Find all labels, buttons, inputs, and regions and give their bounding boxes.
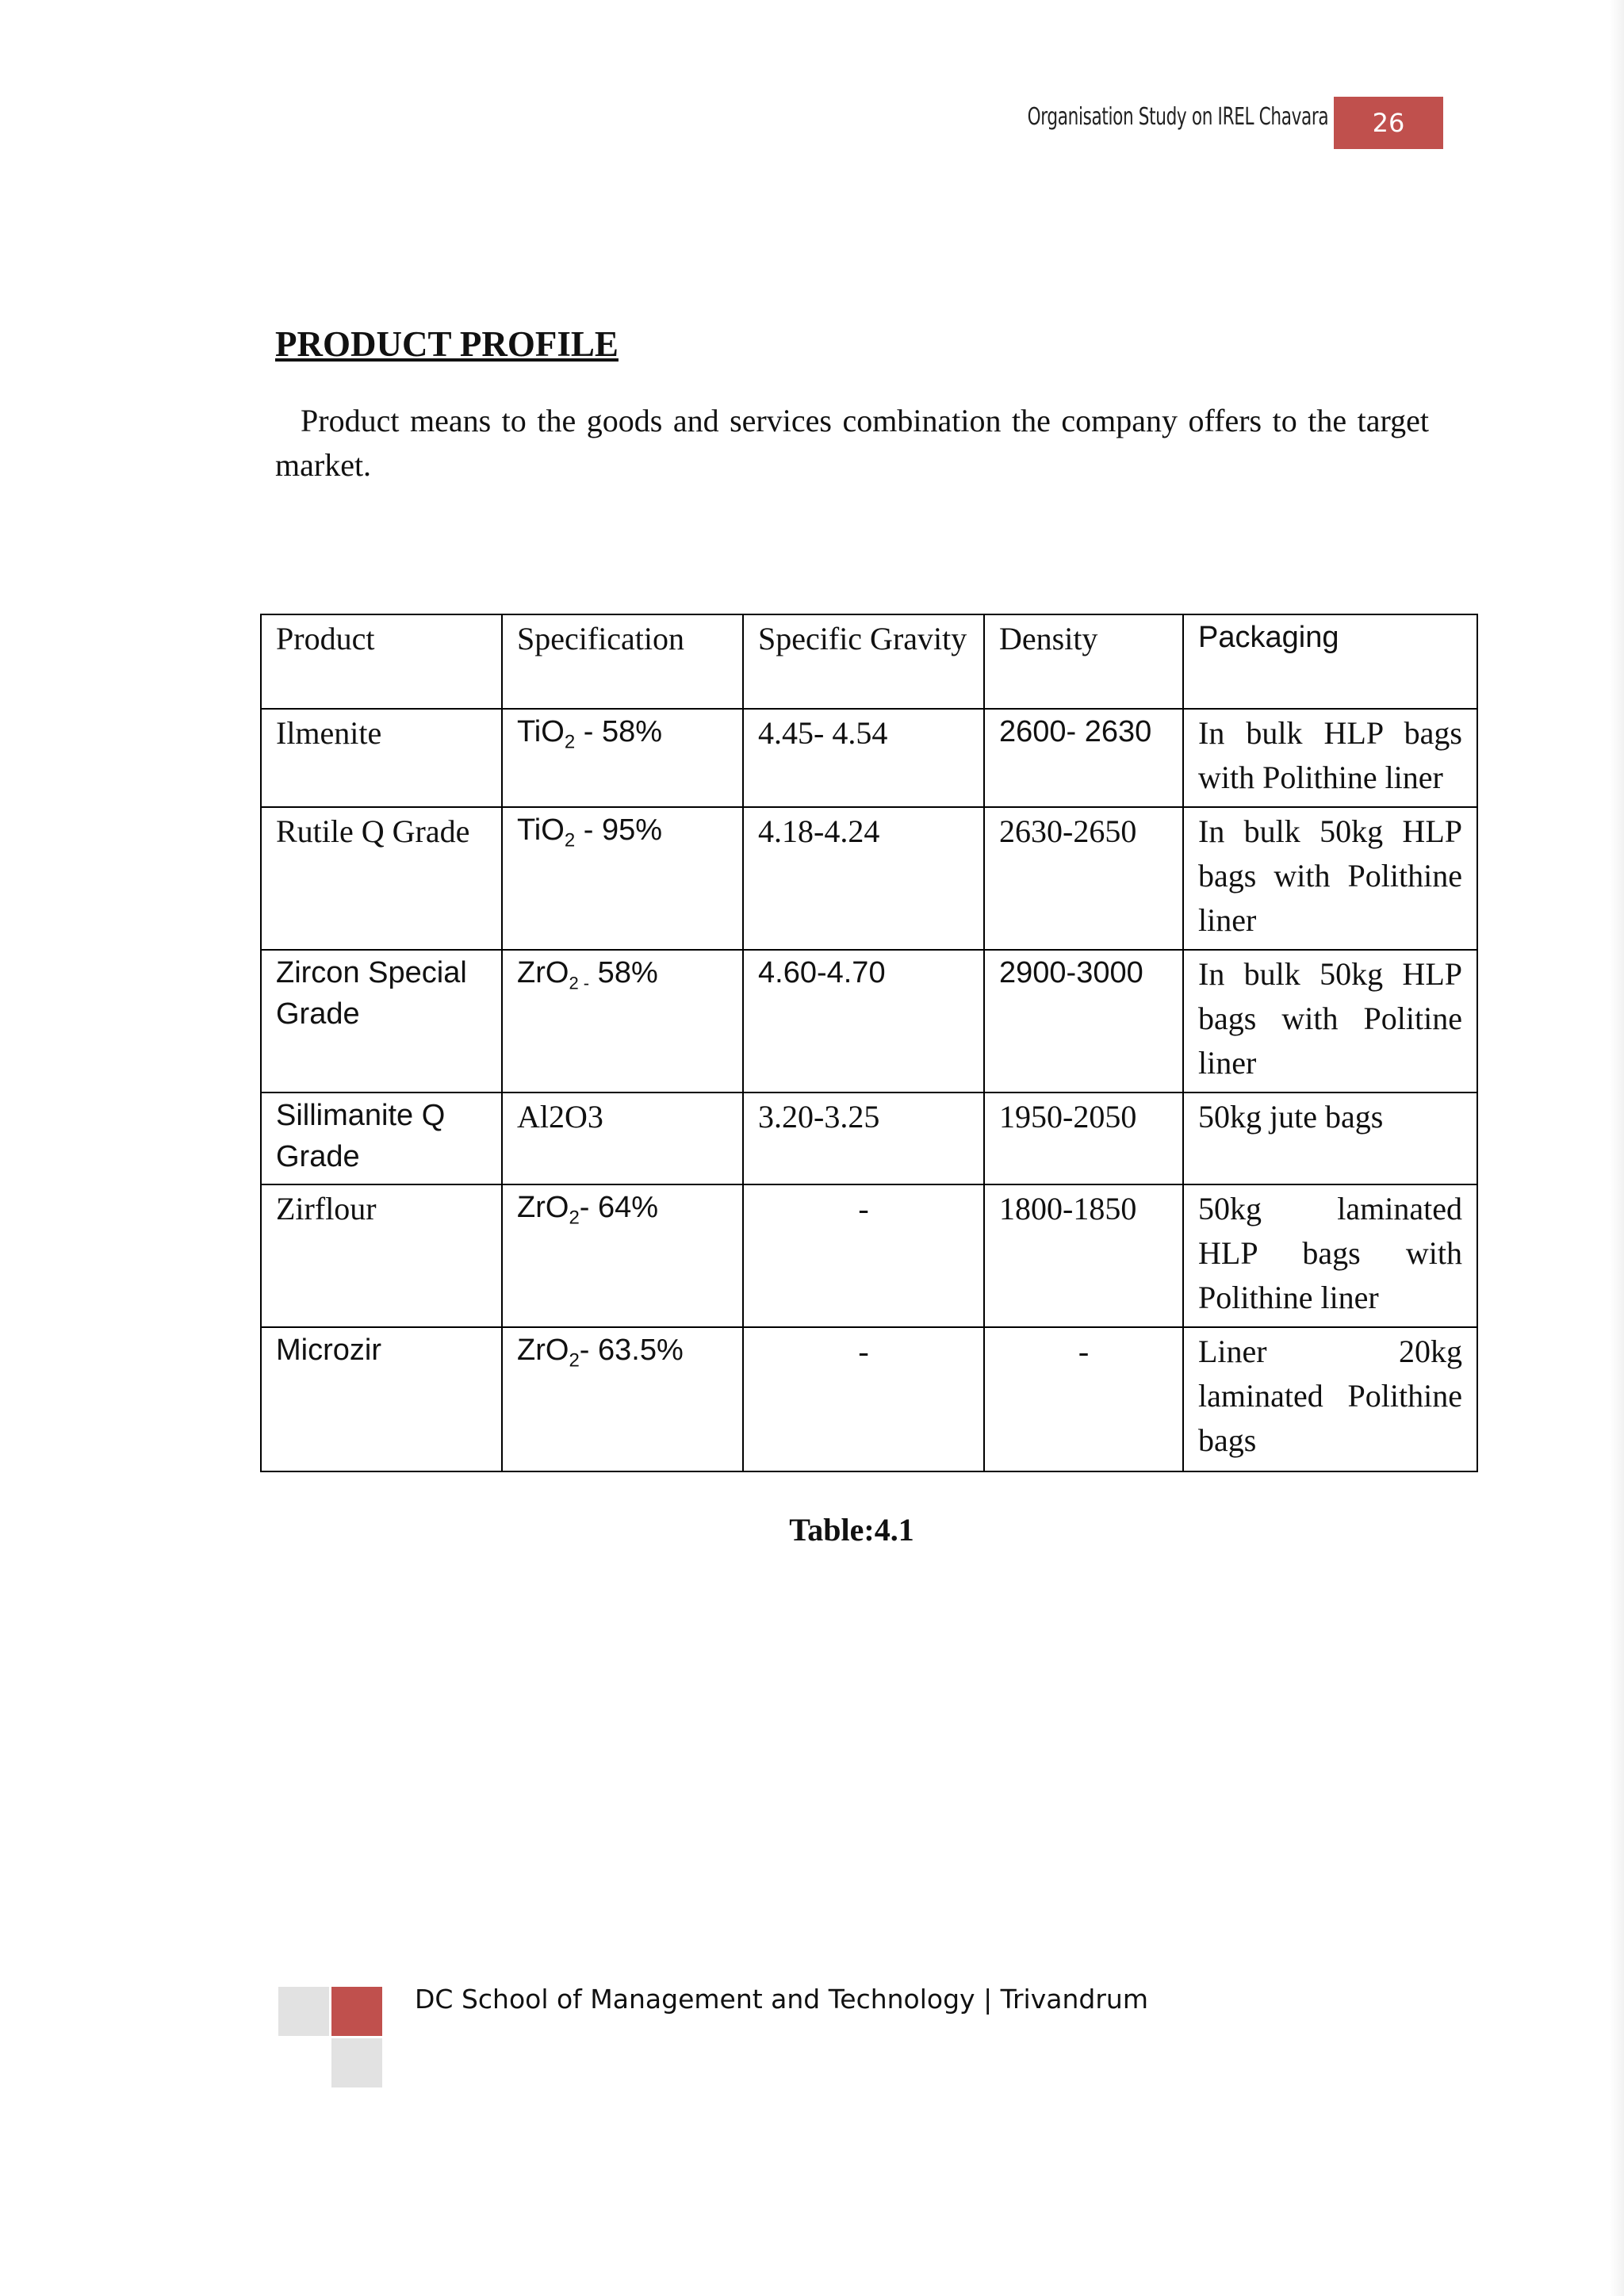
header-product: Product	[261, 614, 502, 709]
cell-density: 1800-1850	[984, 1184, 1183, 1327]
table-caption: Table:4.1	[789, 1512, 914, 1548]
cell-product: Microzir	[261, 1327, 502, 1471]
cell-specification: Al2O3	[502, 1093, 743, 1184]
page-number-badge: 26	[1334, 97, 1443, 149]
cell-specification: ZrO$_{2 -}$ 58%	[502, 950, 743, 1093]
cell-product: Sillimanite Q Grade	[261, 1093, 502, 1184]
section-title: PRODUCT PROFILE	[275, 324, 619, 364]
header-specification: Specification	[502, 614, 743, 709]
cell-specific-gravity: 3.20-3.25	[743, 1093, 984, 1184]
cell-product: Zircon Special Grade	[261, 950, 502, 1093]
cell-density: -	[984, 1327, 1183, 1471]
cell-packaging: Liner 20kg laminated Polithine bags	[1183, 1327, 1477, 1471]
cell-packaging: 50kg jute bags	[1183, 1093, 1477, 1184]
table-row	[261, 1093, 1477, 1184]
cell-specification: TiO$_2$ - 58%	[502, 709, 743, 807]
cell-density: 1950-2050	[984, 1093, 1183, 1184]
page-edge-shadow	[1610, 0, 1624, 2296]
table-row	[261, 709, 1477, 807]
running-header: Organisation Study on IREL Chavara	[1027, 103, 1329, 131]
footer-text: DC School of Management and Technology | Trivandrum	[415, 1984, 1148, 2015]
cell-density: 2600- 2630	[984, 709, 1183, 807]
cell-specific-gravity: 4.18-4.24	[743, 807, 984, 950]
footer-square-light-left	[278, 1987, 329, 2036]
footer-square-accent	[331, 1987, 382, 2036]
cell-specific-gravity: -	[743, 1327, 984, 1471]
header-packaging: Packaging	[1183, 614, 1477, 709]
cell-packaging: In bulk HLP bags with Polithine liner	[1183, 709, 1477, 807]
cell-product: Zirflour	[261, 1184, 502, 1327]
cell-density: 2900-3000	[984, 950, 1183, 1093]
table-row	[261, 1184, 1477, 1327]
header-specific-gravity: Specific Gravity	[743, 614, 984, 709]
cell-specific-gravity: 4.45- 4.54	[743, 709, 984, 807]
cell-product: Rutile Q Grade	[261, 807, 502, 950]
cell-packaging: In bulk 50kg HLP bags with Polithine liner	[1183, 807, 1477, 950]
table-row	[261, 950, 1477, 1093]
cell-packaging: 50kg laminated HLP bags with Polithine liner	[1183, 1184, 1477, 1327]
table-header-row	[261, 614, 1477, 709]
cell-specific-gravity: -	[743, 1184, 984, 1327]
footer-square-light-bottom	[331, 2038, 382, 2087]
product-table	[260, 614, 1478, 1472]
cell-specification: TiO$_2$ - 95%	[502, 807, 743, 950]
cell-product: Ilmenite	[261, 709, 502, 807]
header-density: Density	[984, 614, 1183, 709]
cell-specification: ZrO$_2$- 64%	[502, 1184, 743, 1327]
cell-packaging: In bulk 50kg HLP bags with Politine liner	[1183, 950, 1477, 1093]
table-row	[261, 807, 1477, 950]
cell-specification: ZrO$_2$- 63.5%	[502, 1327, 743, 1471]
cell-density: 2630-2650	[984, 807, 1183, 950]
cell-specific-gravity: 4.60-4.70	[743, 950, 984, 1093]
intro-paragraph: Product means to the goods and services combination the company offers to the target market.	[275, 403, 1429, 483]
table-row	[261, 1327, 1477, 1471]
